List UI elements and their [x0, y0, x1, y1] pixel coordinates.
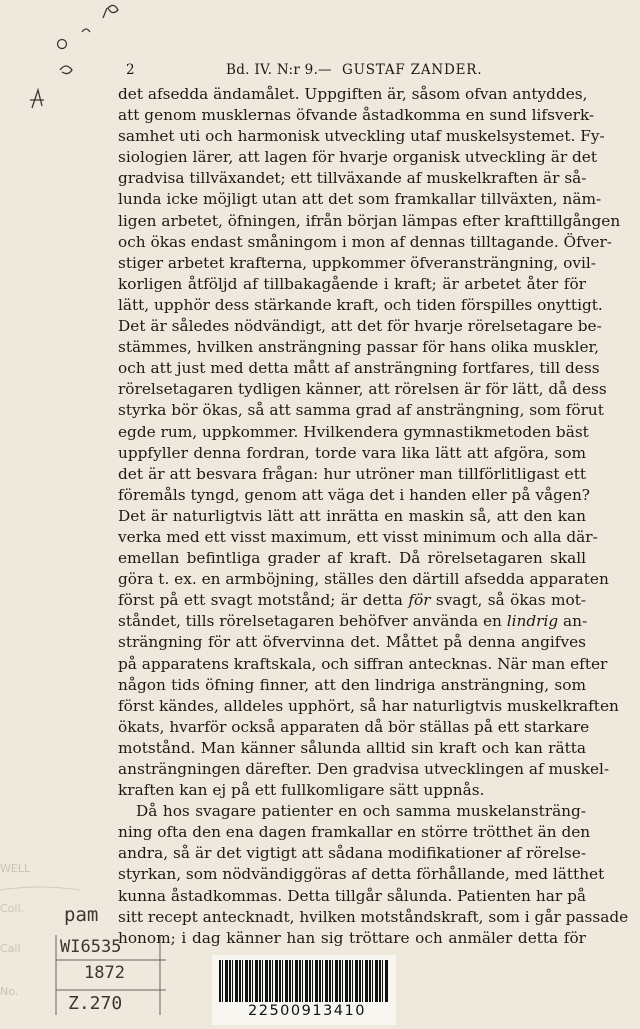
text-line: först kändes, alldeles upphört, så har naturligtvis muskelkraften — [118, 696, 619, 715]
ink-scribble — [82, 29, 90, 32]
text-line: egde rum, uppkommer. Hvilkendera gymnastikmetoden bäst — [118, 422, 589, 441]
text-line: siologien lärer, att lagen för hvarje organisk utveckling är det — [118, 148, 597, 167]
emphasis: lindrig — [506, 612, 559, 631]
text-line: kunna åstadkommas. Detta tillgår sålunda. Patienten har på — [118, 886, 586, 905]
volume-issue: Bd. IV. N:r 9. — [226, 62, 319, 78]
text-line: på apparatens kraftskala, och siffran antecknas. När man efter — [118, 654, 608, 673]
text-line: ansträngningen därefter. Den gradvisa utvecklingen af muskel- — [118, 760, 610, 778]
header-dash: — — [318, 62, 332, 78]
text-line: emellan befintliga grader af kraft. Då rörelsetagaren skall — [118, 549, 586, 568]
barcode — [219, 960, 389, 1002]
handwritten-note: WI6535 — [60, 937, 122, 957]
text-line: rörelsetagaren tydligen känner, att rörelsen är för lätt, då dess — [118, 380, 607, 399]
text-line: först på ett svagt motstånd; är detta för svagt, så ökas mot- — [118, 591, 587, 610]
text-line: lunda icke möjligt utan att det som framkallar tillväxten, näm- — [118, 190, 602, 209]
text-line: motstånd. Man känner sålunda alltid sin kraft och kan rätta — [118, 738, 586, 757]
text-line: gradvisa tillväxandet; ett tillväxande af muskelkraften är så- — [118, 169, 587, 188]
handwritten-note: pam — [64, 904, 99, 926]
text-line: honom; i dag känner han sig tröttare och anmäler detta för — [118, 928, 586, 947]
author-name: GUSTAF ZANDER. — [342, 62, 483, 78]
page-number: 2 — [126, 62, 135, 78]
emphasis: för — [408, 591, 431, 610]
text-line: Det är således nödvändigt, att det för hvarje rörelsetagare be- — [118, 317, 602, 336]
text-line: och ökas endast småningom i mon af dennas tilltagande. Öfver- — [118, 232, 612, 251]
handwritten-note: 1872 — [84, 963, 125, 983]
text-line: Då hos svagare patienter en och samma muskelansträng- — [136, 802, 586, 821]
text-line: att genom musklernas öfvande åstadkomma en sund lifsverk- — [118, 106, 595, 125]
stamp-line — [0, 887, 80, 890]
text-line: ning ofta den ena dagen framkallar en större trötthet än den — [118, 823, 591, 842]
text-line: någon tids öfning finner, att den lindriga ansträngning, som — [118, 675, 586, 694]
body-text — [118, 84, 629, 949]
handwritten-note: Z.270 — [68, 993, 123, 1014]
text-line: sitt recept antecknadt, hvilken motståndskraft, som i går passade — [118, 907, 629, 926]
text-line: styrkan, som nödvändiggöras af detta förhållande, med lätthet — [118, 865, 605, 884]
text-line: det är att besvara frågan: hur utröner man tillförlitligast ett — [118, 464, 586, 483]
text-line: föremåls tyngd, genom att väga det i handen eller på vågen? — [118, 485, 590, 504]
ink-scribble — [103, 5, 118, 18]
ink-scribble — [60, 66, 72, 74]
text-line: styrka bör ökas, så att samma grad af ansträngning, som förut — [118, 401, 604, 420]
text-line: verka med ett visst maximum, ett visst minimum och alla där- — [118, 527, 598, 546]
text-line: ligen arbetet, öfningen, ifrån början lämpas efter krafttillgången — [118, 211, 621, 230]
text-line: Det är naturligtvis lätt att inrätta en maskin så, att den kan — [118, 506, 586, 525]
stamp-fragment: WELL — [0, 862, 31, 875]
text-line: samhet uti och harmonisk utveckling utaf muskelsystemet. Fy- — [118, 127, 605, 146]
stamp-fragment: Call — [0, 942, 21, 955]
stamp-fragment: Coll. — [0, 902, 25, 915]
barcode-number: 22500913410 — [248, 1003, 366, 1019]
text-line: uppfyller denna fordran, torde vara lika lätt att afgöra, som — [118, 443, 586, 462]
text-line: ökats, hvarför också apparaten då bör ställas på ett starkare — [118, 717, 590, 736]
text-line: strängning för att öfvervinna det. Måttet på denna angifves — [118, 633, 586, 652]
text-line: göra t. ex. en armböjning, ställes den därtill afsedda apparaten — [118, 570, 609, 589]
text-line: stiger arbetet krafterna, uppkommer öfveransträngning, ovil- — [118, 253, 596, 272]
text-line: stämmes, hvilken ansträngning passar för hans olika muskler, — [118, 338, 600, 357]
text-line: korligen åtföljd af tillbakagående i kraft; är arbetet åter för — [118, 274, 586, 293]
stamp-fragment: No. — [0, 985, 19, 998]
text-line: kraften kan ej på ett fullkomligare sätt uppnås. — [118, 781, 485, 800]
text-line: det afsedda ändamålet. Uppgiften är, såsom ofvan antyddes, — [118, 85, 588, 103]
running-header — [118, 62, 608, 84]
text-line: andra, så är det vigtigt att sådana modifikationer af rörelse- — [118, 844, 586, 863]
text-line: och att just med detta mått af ansträngning fortfares, till dess — [118, 359, 600, 378]
ink-ring — [58, 40, 67, 49]
text-line: lätt, upphör dess stärkande kraft, och tiden förspilles onyttigt. — [118, 295, 603, 314]
text-line: ståndet, tills rörelsetagaren behöfver använda en lindrig an- — [118, 612, 588, 631]
ink-scribble — [30, 90, 44, 108]
